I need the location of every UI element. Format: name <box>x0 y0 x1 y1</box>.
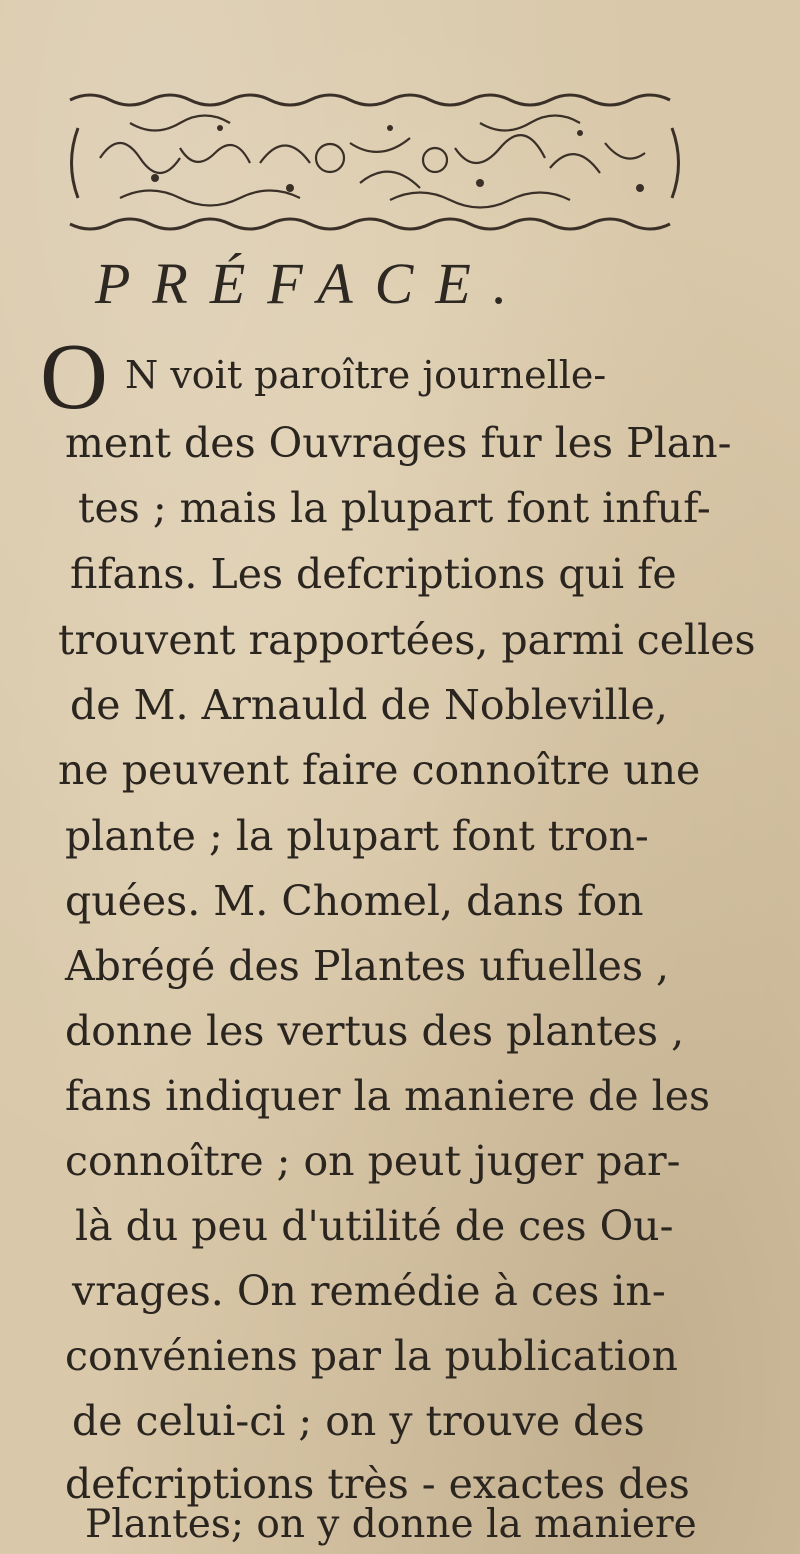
text-line: Plantes; on y donne la maniere <box>85 1502 697 1547</box>
text-line: fans indiquer la maniere de les <box>65 1072 711 1120</box>
text-line: convéniens par la publication <box>65 1332 678 1380</box>
text-line: ment des Ouvrages fur les Plan- <box>65 419 732 467</box>
text-line: tes ; mais la plupart font infuf- <box>78 484 711 532</box>
drop-cap-initial: O <box>40 325 108 429</box>
text-line: de M. Arnauld de Nobleville, <box>70 681 668 729</box>
text-line: plante ; la plupart font tron- <box>65 812 649 860</box>
decorative-headpiece-ornament <box>60 88 690 238</box>
text-line: N voit paroître journelle- <box>125 353 607 397</box>
text-line: ne peuvent faire connoître une <box>58 746 701 794</box>
text-line: defcriptions très - exactes des <box>65 1460 690 1508</box>
page-title: PRÉFACE. <box>95 251 530 316</box>
text-line: là du peu d'utilité de ces Ou- <box>75 1202 674 1250</box>
text-line: connoître ; on peut juger par- <box>65 1137 681 1185</box>
text-line: fifans. Les defcriptions qui fe <box>70 550 677 598</box>
text-line: donne les vertus des plantes , <box>65 1007 685 1055</box>
text-line: vrages. On remédie à ces in- <box>72 1267 666 1315</box>
text-line: de celui-ci ; on y trouve des <box>72 1397 645 1445</box>
text-line: quées. M. Chomel, dans fon <box>65 877 644 925</box>
text-line: Abrégé des Plantes ufuelles , <box>65 942 670 990</box>
text-line: trouvent rapportées, parmi celles <box>58 616 756 664</box>
